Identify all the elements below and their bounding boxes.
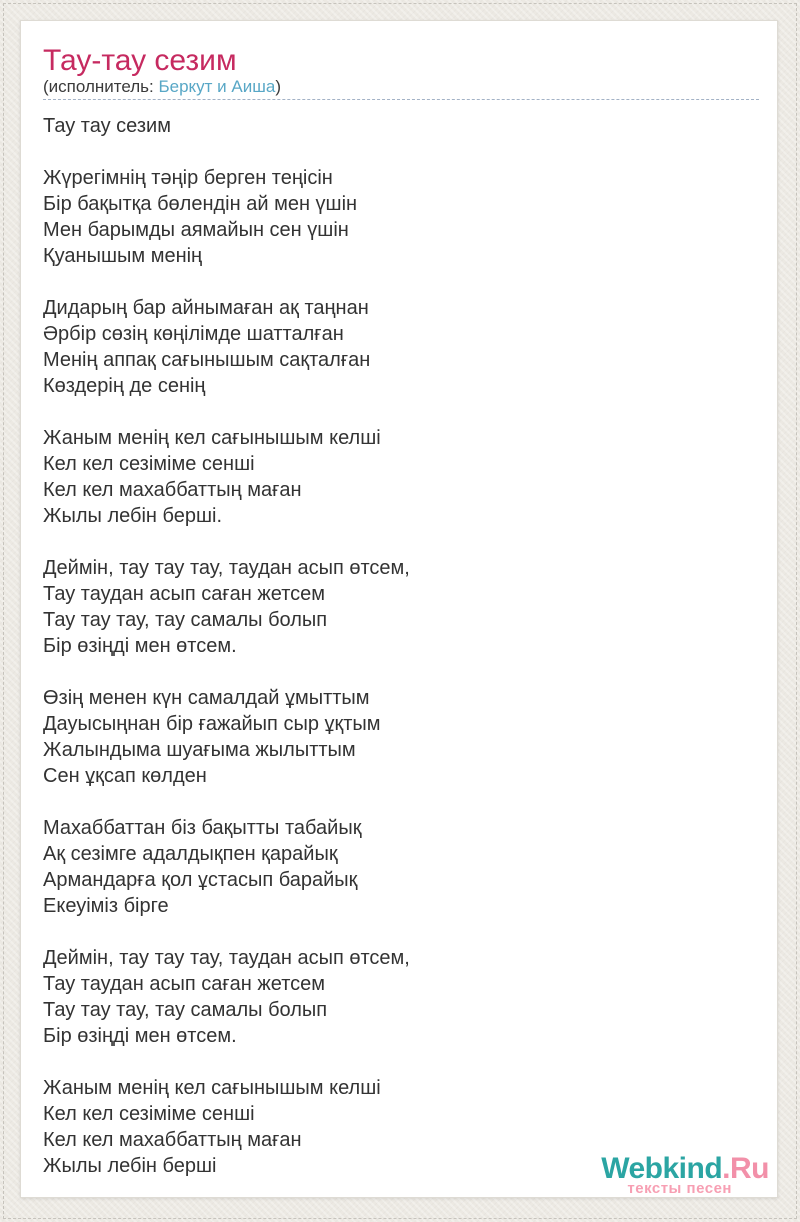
lyric-line: Көздерің де сенің xyxy=(43,375,206,397)
lyric-stanza xyxy=(43,815,759,919)
lyric-line: Сен ұқсап көлден xyxy=(43,765,207,787)
lyric-line: Тау таудан асып саған жетсем xyxy=(43,583,326,605)
lyric-line: Деймін, тау тау тау, таудан асып өтсем, xyxy=(43,557,410,579)
lyric-line: Армандарға қол ұстасып барайық xyxy=(43,869,358,891)
lyric-line: Дидарың бар айнымаған ақ таңнан xyxy=(43,297,369,319)
lyric-line: Жаным менің кел сағынышым келші xyxy=(43,1077,381,1099)
lyric-line: Жалындыма шуағыма жылыттым xyxy=(43,739,356,761)
lyrics xyxy=(43,113,759,1179)
lyric-line: Өзің менен күн самалдай ұмыттым xyxy=(43,687,370,709)
lyric-line: Қуанышым менің xyxy=(43,245,203,267)
lyric-line: Бір өзіңді мен өтсем. xyxy=(43,1025,237,1047)
lyric-line: Кел кел сезіміме сенші xyxy=(43,1103,255,1125)
lyric-line: Мен барымды аямайын сен үшін xyxy=(43,219,349,241)
lyric-line: Жылы лебін берші xyxy=(43,1155,217,1177)
lyric-line: Жаным менің кел сағынышым келші xyxy=(43,427,381,449)
lyric-stanza xyxy=(43,555,759,659)
logo-tagline: тексты песен xyxy=(627,1180,732,1197)
lyric-line: Кел кел сезіміме сенші xyxy=(43,453,255,475)
lyric-stanza xyxy=(43,165,759,269)
artist-prefix-label: (исполнитель: xyxy=(43,77,159,96)
lyric-line: Екеуіміз бірге xyxy=(43,895,169,917)
page-title: Тау-тау сезим xyxy=(43,44,237,77)
lyrics-card xyxy=(20,20,778,1198)
lyric-stanza xyxy=(43,113,759,139)
lyric-line: Кел кел махаббаттың маған xyxy=(43,1129,302,1151)
logo-main-label: Webkind xyxy=(601,1152,723,1185)
lyric-line: Менің аппақ сағынышым сақталған xyxy=(43,349,371,371)
lyric-stanza xyxy=(43,295,759,399)
lyric-line: Тау тау тау, тау самалы болып xyxy=(43,609,328,631)
lyric-line: Бір өзіңді мен өтсем. xyxy=(43,635,237,657)
lyric-line: Бір бақытқа бөлендін ай мен үшін xyxy=(43,193,358,215)
lyric-line: Тау тау сезим xyxy=(43,115,171,137)
logo-suffix-label: .Ru xyxy=(722,1152,769,1185)
lyric-line: Махаббаттан біз бақытты табайық xyxy=(43,817,362,839)
webkind-logo[interactable] xyxy=(601,1154,769,1196)
artist-line xyxy=(43,77,759,100)
lyric-stanza xyxy=(43,685,759,789)
lyric-line: Жүрегімнің тәңір берген теңісін xyxy=(43,167,333,189)
lyric-line: Тау таудан асып саған жетсем xyxy=(43,973,326,995)
lyric-line: Кел кел махаббаттың маған xyxy=(43,479,302,501)
lyric-line: Ақ сезімге адалдықпен қарайық xyxy=(43,843,338,865)
lyric-stanza xyxy=(43,425,759,529)
lyric-line: Жылы лебін берші. xyxy=(43,505,223,527)
lyric-line: Деймін, тау тау тау, таудан асып өтсем, xyxy=(43,947,410,969)
artist-suffix-label: ) xyxy=(275,77,281,96)
lyric-line: Дауысыңнан бір ғажайып сыр ұқтым xyxy=(43,713,381,735)
artist-link[interactable]: Беркут и Аиша xyxy=(158,77,276,96)
lyric-stanza xyxy=(43,945,759,1049)
lyric-line: Тау тау тау, тау самалы болып xyxy=(43,999,328,1021)
lyric-line: Әрбір сөзің көңілімде шатталған xyxy=(43,323,344,345)
